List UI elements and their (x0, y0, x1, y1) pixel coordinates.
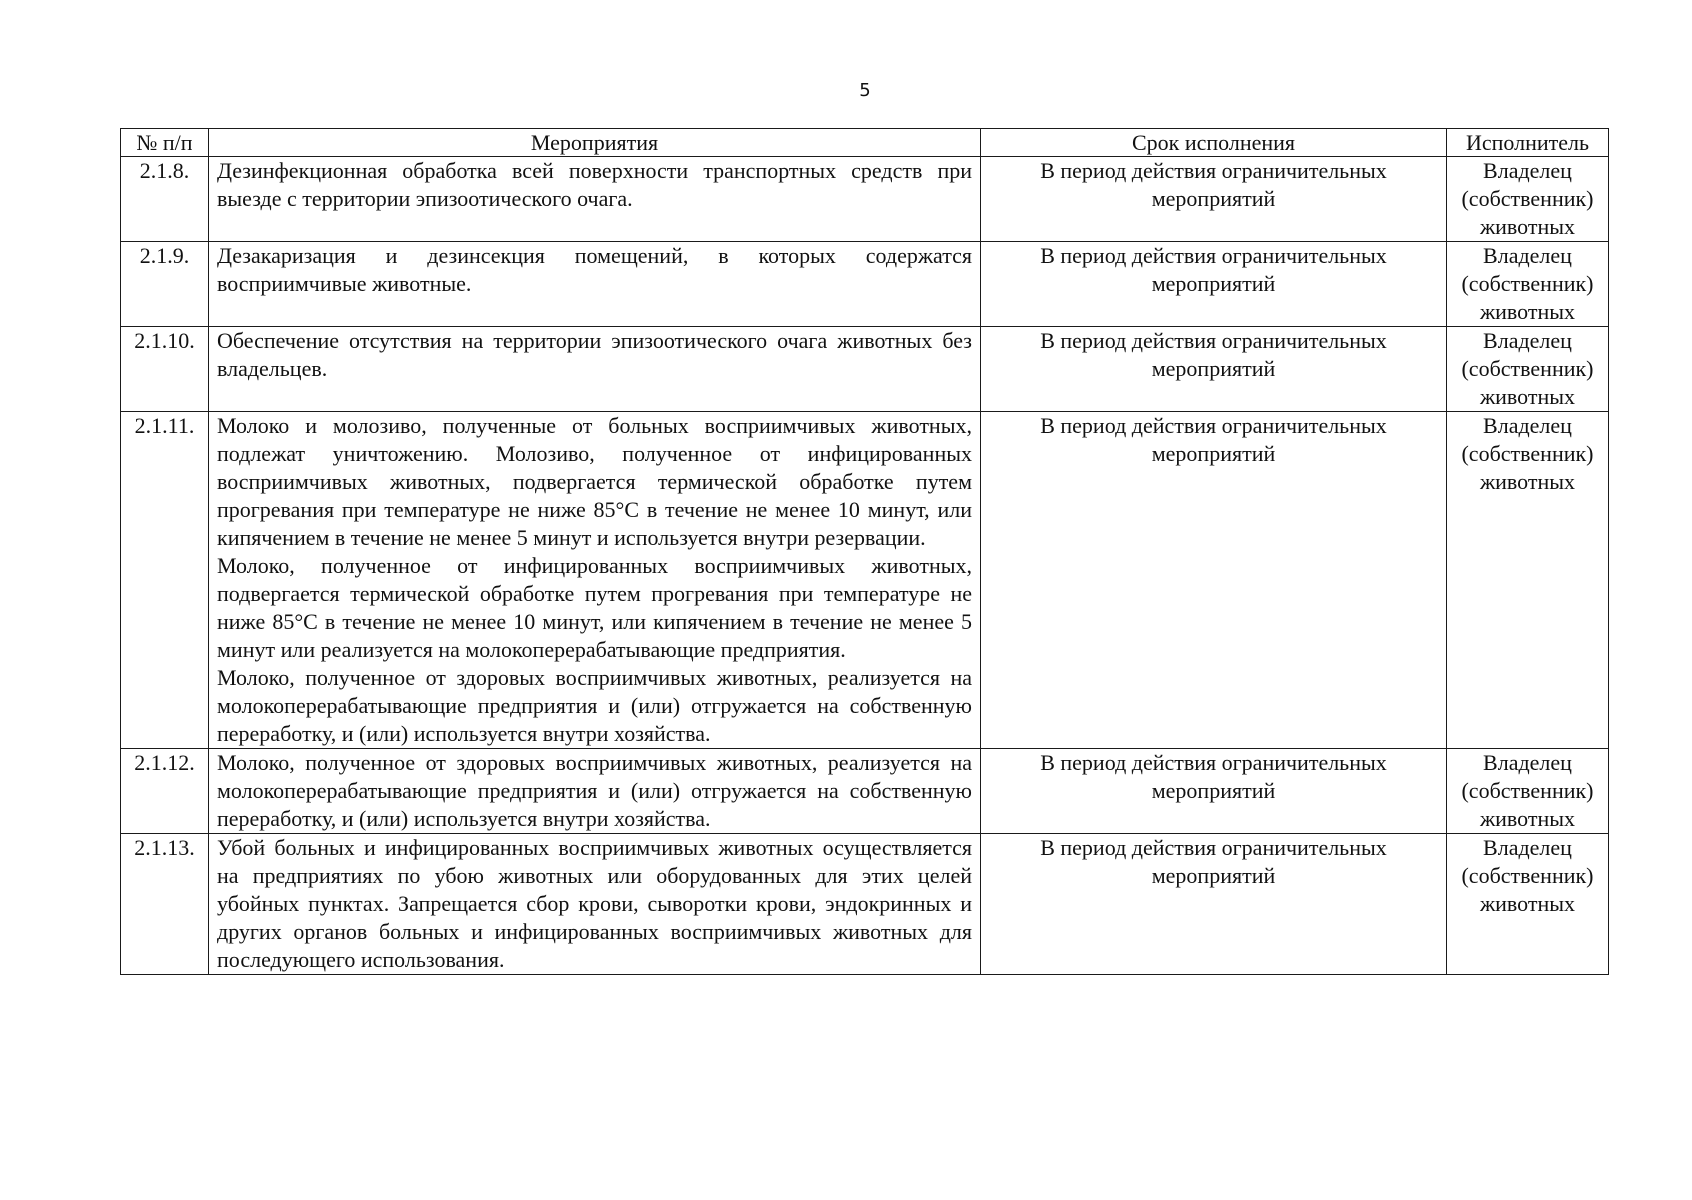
measure-paragraph: Дезакаризация и дезинсекция помещений, в которых содержатся восприимчивые животные. (217, 243, 972, 296)
measure-cell (209, 242, 981, 327)
header-deadline: Срок исполнения (981, 129, 1447, 157)
table-header-row (121, 129, 1609, 157)
executor-cell: Владелец (собственник) животных (1447, 834, 1609, 975)
table-row (121, 242, 1609, 327)
measure-cell (209, 834, 981, 975)
deadline-cell: В период действия ограничительных мероприятий (981, 327, 1447, 412)
measure-paragraph: Молоко и молозиво, полученные от больных восприимчивых животных, подлежат уничтожению. Молозиво, полученное от инфицированных восприимчивых животных, подвергается термической обработке путем прогревания при температуре не ниже 85°С в течение не менее 10 минут, или кипячением в течение не менее 5 минут и используется внутри резервации. (217, 413, 972, 550)
measure-cell (209, 327, 981, 412)
measure-paragraph: Молоко, полученное от инфицированных восприимчивых животных, подвергается термической обработке путем прогревания при температуре не ниже 85°С в течение не менее 10 минут, или кипячением в течение не менее 5 минут или реализуется на молокоперерабатывающие предприятия. (217, 553, 972, 662)
table-row (121, 749, 1609, 834)
table-body (121, 157, 1609, 975)
row-number: 2.1.8. (121, 157, 209, 242)
executor-cell: Владелец (собственник) животных (1447, 157, 1609, 242)
deadline-cell: В период действия ограничительных мероприятий (981, 749, 1447, 834)
measure-cell (209, 749, 981, 834)
row-number: 2.1.12. (121, 749, 209, 834)
row-number: 2.1.9. (121, 242, 209, 327)
measures-table (120, 128, 1609, 975)
table-row (121, 157, 1609, 242)
page-number: 5 (859, 80, 871, 101)
table-row (121, 327, 1609, 412)
measure-cell (209, 157, 981, 242)
deadline-cell: В период действия ограничительных мероприятий (981, 834, 1447, 975)
header-measure: Мероприятия (209, 129, 981, 157)
table-row (121, 834, 1609, 975)
executor-cell: Владелец (собственник) животных (1447, 242, 1609, 327)
row-number: 2.1.10. (121, 327, 209, 412)
header-executor: Исполнитель (1447, 129, 1609, 157)
measure-paragraph: Молоко, полученное от здоровых восприимчивых животных, реализуется на молокоперерабатывающие предприятия и (или) отгружается на собственную переработку, и (или) используется внутри хозяйства. (217, 750, 972, 831)
executor-cell: Владелец (собственник) животных (1447, 749, 1609, 834)
measure-paragraph: Дезинфекционная обработка всей поверхности транспортных средств при выезде с территории эпизоотического очага. (217, 158, 972, 211)
deadline-cell: В период действия ограничительных мероприятий (981, 157, 1447, 242)
measure-cell (209, 412, 981, 749)
measure-paragraph: Убой больных и инфицированных восприимчивых животных осуществляется на предприятиях по убою животных или оборудованных для этих целей убойных пунктах. Запрещается сбор крови, сыворотки крови, эндокринных и других органов больных и инфицированных восприимчивых животных для последующего использования. (217, 835, 972, 972)
row-number: 2.1.13. (121, 834, 209, 975)
measure-paragraph: Молоко, полученное от здоровых восприимчивых животных, реализуется на молокоперерабатывающие предприятия и (или) отгружается на собственную переработку, и (или) используется внутри хозяйства. (217, 665, 972, 746)
executor-cell: Владелец (собственник) животных (1447, 412, 1609, 749)
measure-paragraph: Обеспечение отсутствия на территории эпизоотического очага животных без владельцев. (217, 328, 972, 381)
row-number: 2.1.11. (121, 412, 209, 749)
deadline-cell: В период действия ограничительных мероприятий (981, 242, 1447, 327)
deadline-cell: В период действия ограничительных мероприятий (981, 412, 1447, 749)
executor-cell: Владелец (собственник) животных (1447, 327, 1609, 412)
table-row (121, 412, 1609, 749)
header-num: № п/п (121, 129, 209, 157)
